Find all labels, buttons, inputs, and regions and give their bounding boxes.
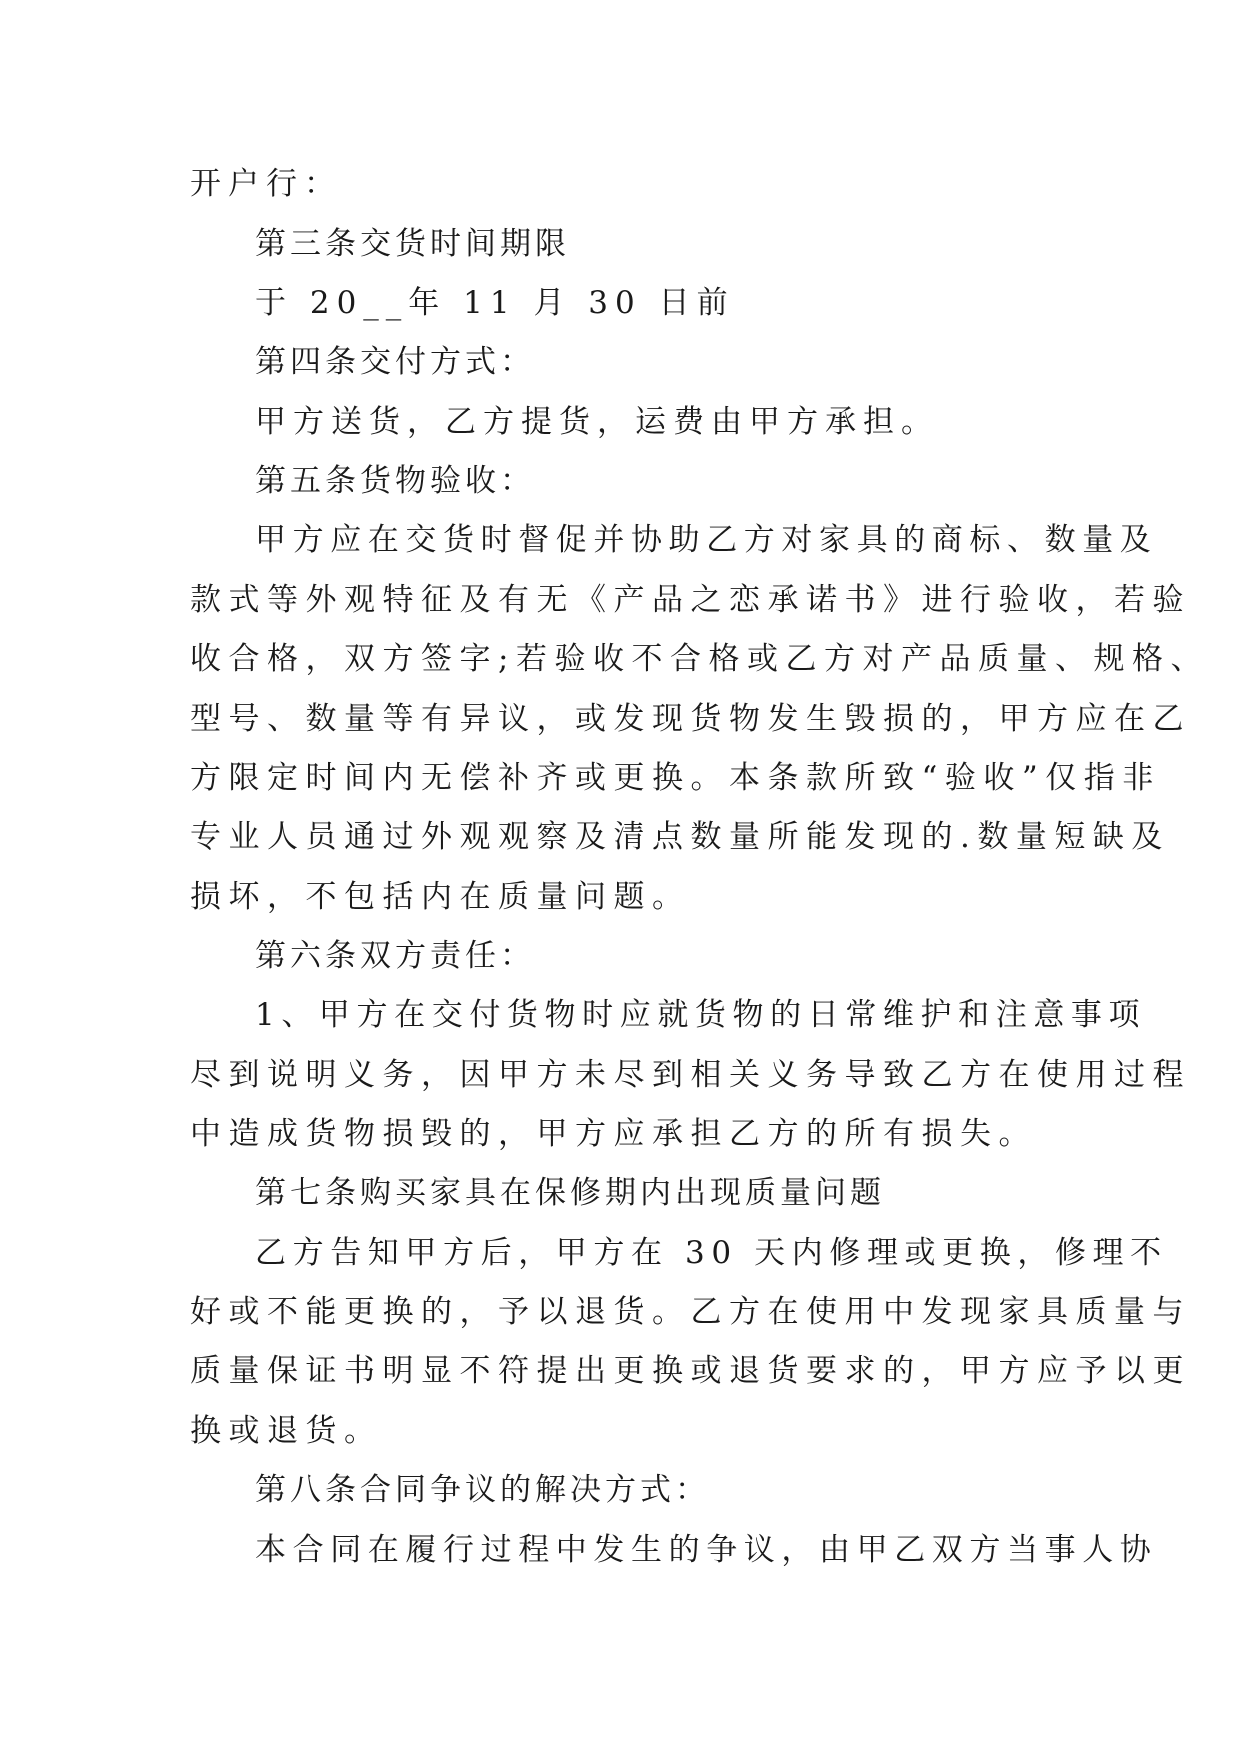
article-8-heading: 第八条合同争议的解决方式：: [255, 1472, 710, 1508]
paragraph-line: 甲方应在交货时督促并协助乙方对家具的商标、数量及: [255, 522, 1158, 558]
article-4-heading: 第四条交付方式：: [255, 344, 535, 380]
paragraph-line: 型号、数量等有异议，或发现货物发生毁损的，甲方应在乙: [190, 701, 1191, 737]
article-7-heading: 第七条购买家具在保修期内出现质量问题: [255, 1175, 885, 1211]
delivery-date-line: 于 20__年 11 月 30 日前: [255, 285, 735, 321]
paragraph-line: 换或退货。: [190, 1413, 383, 1449]
delivery-method-line: 甲方送货，乙方提货，运费由甲方承担。: [255, 404, 939, 440]
paragraph-line: 收合格，双方签字;若验收不合格或乙方对产品质量、规格、: [190, 641, 1209, 677]
article-6-heading: 第六条双方责任：: [255, 938, 535, 974]
paragraph-line: 方限定时间内无偿补齐或更换。本条款所致“验收”仅指非: [190, 760, 1161, 796]
paragraph-line: 尽到说明义务，因甲方未尽到相关义务导致乙方在使用过程: [190, 1057, 1191, 1093]
paragraph-line: 中造成货物损毁的，甲方应承担乙方的所有损失。: [190, 1116, 1037, 1152]
paragraph-line: 好或不能更换的，予以退货。乙方在使用中发现家具质量与: [190, 1294, 1191, 1330]
paragraph-line: 款式等外观特征及有无《产品之恋承诺书》进行验收，若验: [190, 582, 1191, 618]
article-5-heading: 第五条货物验收：: [255, 463, 535, 499]
paragraph-line: 乙方告知甲方后，甲方在 30 天内修理或更换，修理不: [255, 1235, 1168, 1271]
paragraph-line: 专业人员通过外观观察及清点数量所能发现的.数量短缺及: [190, 819, 1170, 855]
paragraph-line: 质量保证书明显不符提出更换或退货要求的，甲方应予以更: [190, 1353, 1191, 1389]
paragraph-line: 1、甲方在交付货物时应就货物的日常维护和注意事项: [255, 997, 1147, 1033]
article-3-heading: 第三条交货时间期限: [255, 226, 570, 262]
paragraph-line: 本合同在履行过程中发生的争议，由甲乙双方当事人协: [255, 1532, 1158, 1568]
bank-label-line: 开户行：: [190, 166, 342, 202]
paragraph-line: 损坏，不包括内在质量问题。: [190, 879, 691, 915]
